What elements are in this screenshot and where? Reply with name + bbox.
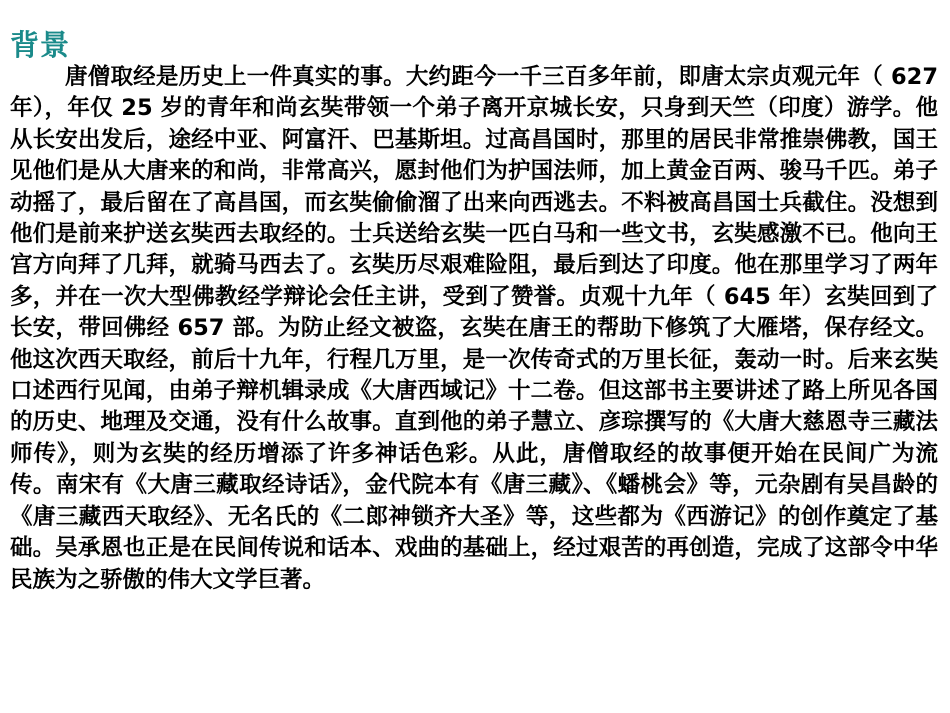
slide-heading: 背景 (10, 28, 71, 62)
body-paragraph: 唐僧取经是历史上一件真实的事。大约距今一千三百多年前，即唐太宗贞观元年（ 627 年），年仅 25 岁的青年和尚玄奘带领一个弟子离开京城长安，只身到天竺（印度）游学。他从长安出发后，途经中亚、阿富汗、巴基斯坦。过高昌国时，那里的居民非常推崇佛教，国王见他们是从大唐来的和尚，非常高兴，愿封他们为护国法师，加上黄金百两、骏马千匹。弟子动摇了，最后留在了高昌国，而玄奘偷偷溜了出来向西逃去。不料被高昌国士兵截住。没想到他们是前来护送玄奘西去取经的。士兵送给玄奘一匹白马和一些文书，玄奘感激不已。他向王宫方向拜了几拜，就骑马西去了。玄奘历尽艰难险阻，最后到达了印度。他在那里学习了两年多，并在一次大型佛教经学辩论会任主讲，受到了赞誉。贞观十九年（ 645 年）玄奘回到了长安，带回佛经 657 部。为防止经文被盗，玄奘在唐王的帮助下修筑了大雁塔，保存经文。他这次西天取经，前后十九年，行程几万里，是一次传奇式的万里长征，轰动一时。后来玄奘口述西行见闻，由弟子辩机辑录成《大唐西域记》十二卷。但这部书主要讲述了路上所见各国的历史、地理及交通，没有什么故事。直到他的弟子慧立、彦琮撰写的《大唐大慈恩寺三藏法师传》，则为玄奘的经历增添了许多神话色彩。从此，唐僧取经的故事便开始在民间广为流传。南宋有《大唐三藏取经诗话》，金代院本有《唐三藏》、《蟠桃会》等，元杂剧有吴昌龄的《唐三藏西天取经》、无名氏的《二郎神锁齐大圣》等，这些都为《西游记》的创作奠定了基础。吴承恩也正是在民间传说和话本、戏曲的基础上，经过艰苦的再创造，完成了这部令中华民族为之骄傲的伟大文学巨著。 (10, 64, 938, 593)
